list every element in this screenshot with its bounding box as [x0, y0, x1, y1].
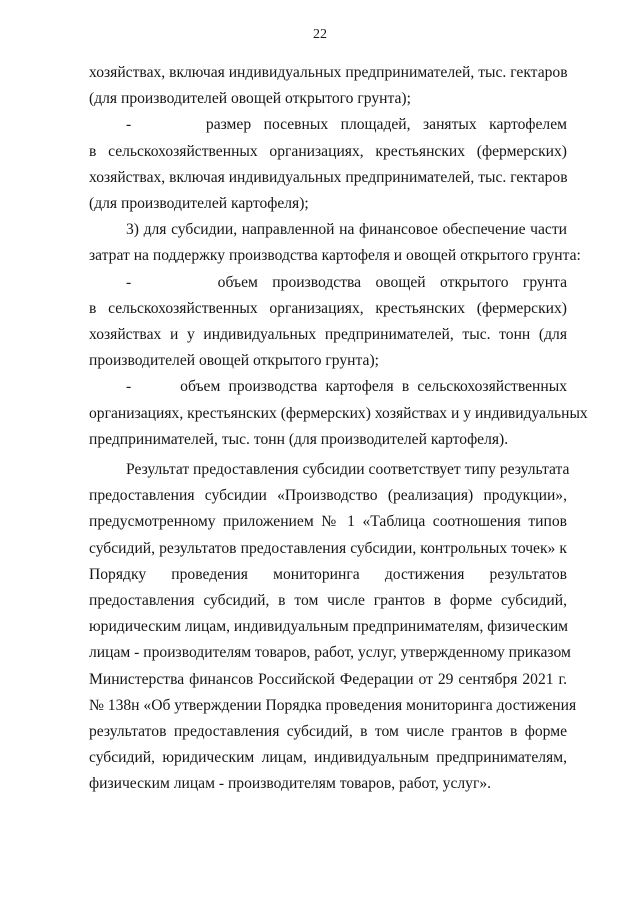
text-line: организациях, крестьянских (фермерских) хозяйствах и у индивидуальных — [89, 404, 588, 422]
text-line: хозяйствах и у индивидуальных предпринимателей, тыс. тонн (для — [89, 326, 567, 344]
text-line: - объем производства картофеля в сельскохозяйственных — [126, 378, 567, 396]
paragraph-subsidy-result — [89, 457, 577, 798]
text-line: 3) для субсидии, направленной на финансовое обеспечение части — [126, 221, 567, 239]
paragraph-subsidy-3 — [89, 217, 581, 269]
text-line: юридическим лицам, индивидуальным предпринимателям, физическим — [89, 618, 569, 636]
text-line: - размер посевных площадей, занятых картофелем — [126, 116, 567, 134]
text-line: предусмотренному приложением № 1 «Таблица соотношения типов — [89, 513, 567, 531]
text-line: предоставления субсидий, в том числе грантов в форме субсидий, — [89, 592, 567, 610]
text-line: Министерства финансов Российской Федерации от 29 сентября 2021 г. — [89, 670, 567, 688]
text-line: - объем производства овощей открытого грунта — [126, 273, 567, 291]
paragraph-potato-production-volume — [89, 374, 588, 453]
text-line: производителей овощей открытого грунта); — [89, 352, 379, 370]
paragraph-crop-area-vegetables-end — [89, 60, 567, 112]
text-line: результатов предоставления субсидий, в том числе грантов в форме — [89, 723, 567, 741]
page-number: 22 — [313, 27, 327, 42]
text-line: Результат предоставления субсидии соответствует типу результата — [126, 461, 570, 479]
paragraph-crop-area-potatoes — [89, 112, 567, 217]
text-line: затрат на поддержку производства картофеля и овощей открытого грунта: — [89, 247, 581, 265]
body-text — [89, 60, 588, 798]
paragraph-vegetable-production-volume — [89, 270, 567, 375]
text-line: субсидий, результатов предоставления субсидии, контрольных точек» к — [89, 539, 567, 557]
text-line: Порядку проведения мониторинга достижения результатов — [89, 565, 567, 583]
text-line: хозяйствах, включая индивидуальных предпринимателей, тыс. гектаров — [89, 168, 568, 186]
text-line: № 138н «Об утверждении Порядка проведения мониторинга достижения — [89, 696, 577, 714]
text-line: предпринимателей, тыс. тонн (для производителей картофеля). — [89, 430, 509, 448]
text-line: (для производителей картофеля); — [89, 195, 309, 213]
text-line: предоставления субсидии «Производство (реализация) продукции», — [89, 487, 567, 505]
text-line: в сельскохозяйственных организациях, крестьянских (фермерских) — [89, 299, 567, 317]
text-line: в сельскохозяйственных организациях, крестьянских (фермерских) — [89, 142, 567, 160]
text-line: субсидий, юридическим лицам, индивидуальным предпринимателям, — [89, 749, 567, 767]
text-line: физическим лицам - производителям товаров, работ, услуг». — [89, 775, 492, 793]
text-line: лицам - производителям товаров, работ, услуг, утвержденному приказом — [89, 644, 571, 662]
text-line: (для производителей овощей открытого грунта); — [89, 90, 411, 108]
text-line: хозяйствах, включая индивидуальных предпринимателей, тыс. гектаров — [89, 64, 568, 81]
